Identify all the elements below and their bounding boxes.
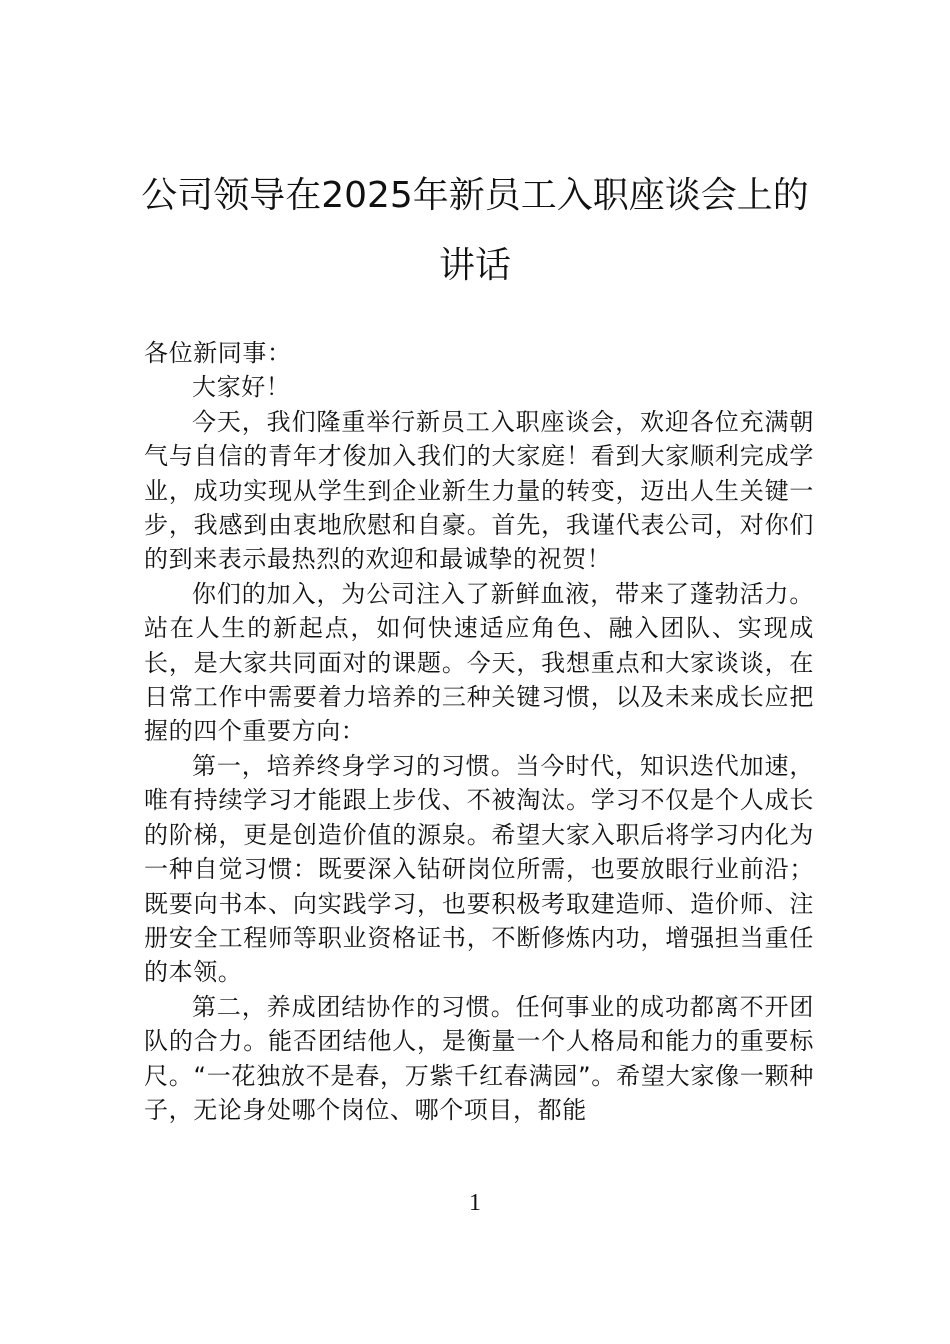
document-title-line-2: 讲话: [438, 245, 511, 286]
greeting: 大家好！: [192, 373, 291, 402]
salutation: 各位新同事：: [144, 339, 292, 367]
paragraph-welcome: 今天，我们隆重举行新员工入职座谈会，欢迎各位充满朝气与自信的青年才俊加入我们的大家庭！看到大家顺利完成学业，成功实现从学生到企业新生力量的转变，迈出人生关键一步，我感到由衷地欣慰和自豪。首先，我谨代表公司，对你们的到来表示最热烈的欢迎和最诚挚的祝贺！: [144, 407, 814, 574]
document-title-line-1: 公司领导在2025年新员工入职座谈会上的: [141, 175, 809, 216]
document-body: [144, 336, 814, 1127]
page-number: 1: [469, 1190, 481, 1216]
paragraph-introduction: 你们的加入，为公司注入了新鲜血液，带来了蓬勃活力。站在人生的新起点，如何快速适应角色、融入团队、实现成长，是大家共同面对的课题。今天，我想重点和大家谈谈，在日常工作中需要着力培养的三种关键习惯，以及未来成长应把握的四个重要方向：: [144, 579, 814, 746]
paragraph-habit-learning: 第一，培养终身学习的习惯。当今时代，知识迭代加速，唯有持续学习才能跟上步伐、不被淘汰。学习不仅是个人成长的阶梯，更是创造价值的源泉。希望大家入职后将学习内化为一种自觉习惯：既要深入钻研岗位所需，也要放眼行业前沿；既要向书本、向实践学习，也要积极考取建造师、造价师、注册安全工程师等职业资格证书，不断修炼内功，增强担当重任的本领。: [144, 751, 814, 987]
paragraph-habit-teamwork: 第二，养成团结协作的习惯。任何事业的成功都离不开团队的合力。能否团结他人，是衡量一个人格局和能力的重要标尺。“一花独放不是春，万紫千红春满园”。希望大家像一颗种子，无论身处哪个岗位、哪个项目，都能: [144, 992, 814, 1124]
